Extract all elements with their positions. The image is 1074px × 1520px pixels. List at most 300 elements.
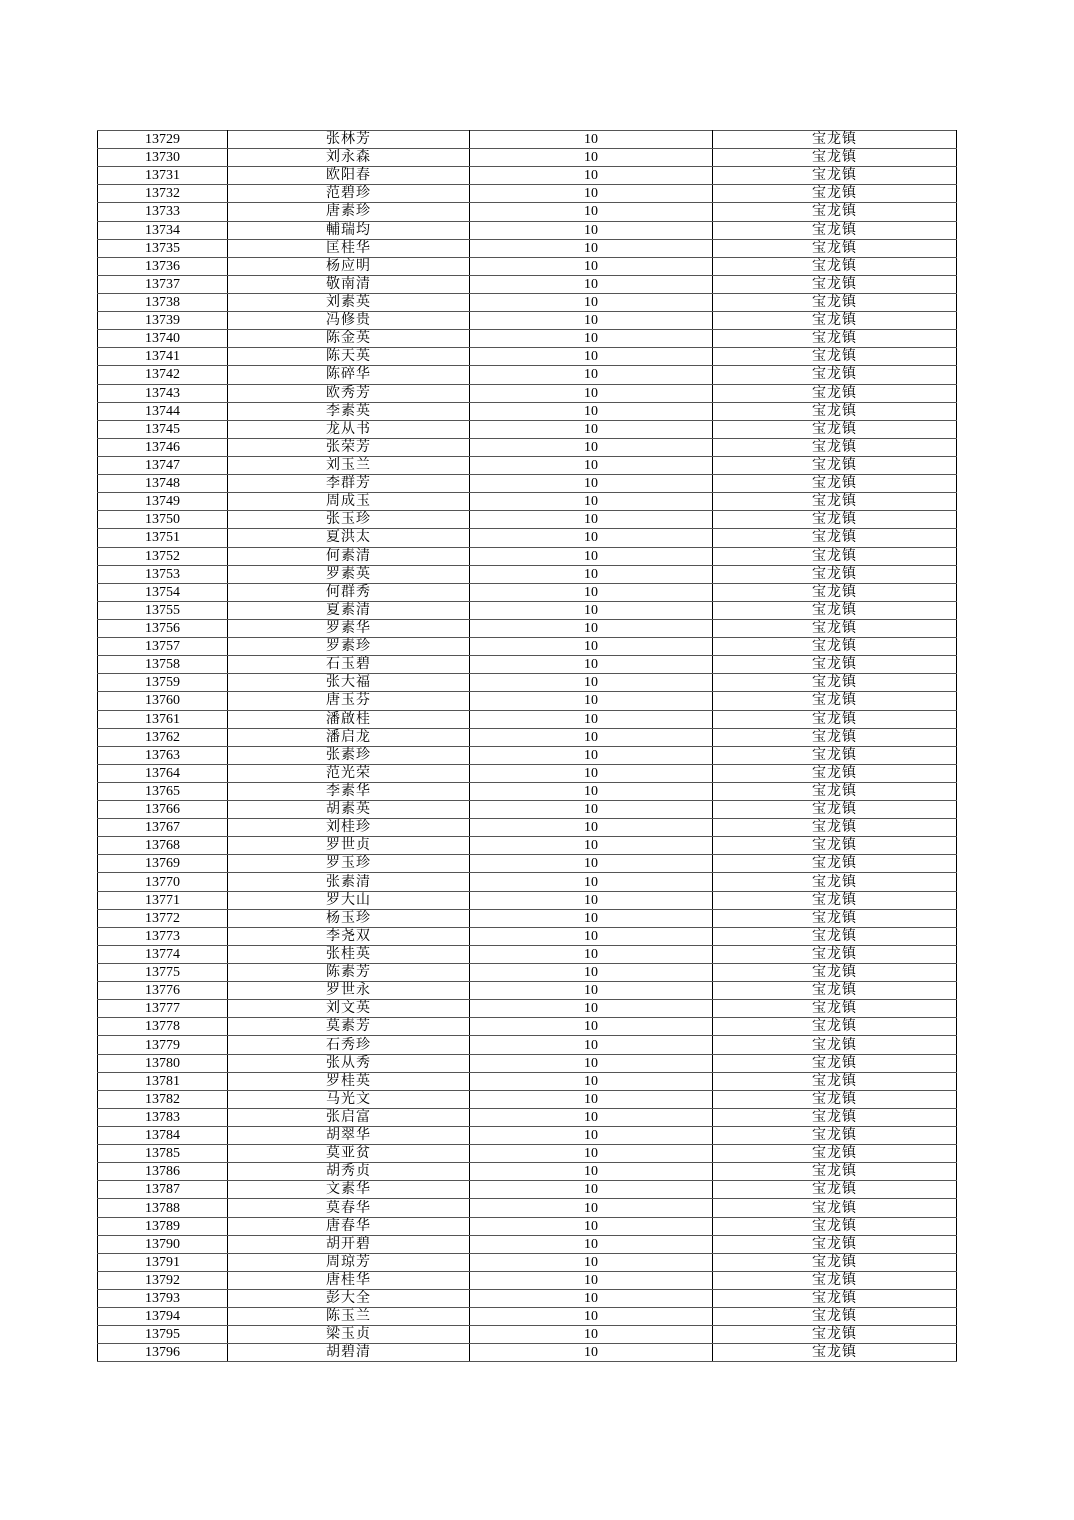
name-cell: 范碧珍: [228, 185, 470, 203]
row-id-cell: 13796: [98, 1344, 228, 1362]
town-cell: 宝龙镇: [713, 1181, 957, 1199]
amount-cell: 10: [470, 1127, 713, 1145]
table-row: [98, 203, 957, 221]
row-id-cell: 13777: [98, 1000, 228, 1018]
table-row: [98, 837, 957, 855]
row-id-cell: 13779: [98, 1036, 228, 1054]
amount-cell: 10: [470, 656, 713, 674]
table-row: [98, 420, 957, 438]
name-cell: 张大福: [228, 674, 470, 692]
row-id-cell: 13741: [98, 348, 228, 366]
amount-cell: 10: [470, 293, 713, 311]
amount-cell: 10: [470, 402, 713, 420]
table-row: [98, 1036, 957, 1054]
row-id-cell: 13794: [98, 1308, 228, 1326]
row-id-cell: 13792: [98, 1271, 228, 1289]
town-cell: 宝龙镇: [713, 855, 957, 873]
name-cell: 李素英: [228, 402, 470, 420]
name-cell: 陈天英: [228, 348, 470, 366]
name-cell: 马光文: [228, 1090, 470, 1108]
row-id-cell: 13729: [98, 131, 228, 149]
row-id-cell: 13764: [98, 764, 228, 782]
table-row: [98, 1072, 957, 1090]
town-cell: 宝龙镇: [713, 257, 957, 275]
row-id-cell: 13761: [98, 710, 228, 728]
row-id-cell: 13769: [98, 855, 228, 873]
table-row: [98, 131, 957, 149]
town-cell: 宝龙镇: [713, 149, 957, 167]
town-cell: 宝龙镇: [713, 746, 957, 764]
amount-cell: 10: [470, 710, 713, 728]
amount-cell: 10: [470, 1199, 713, 1217]
row-id-cell: 13736: [98, 257, 228, 275]
amount-cell: 10: [470, 203, 713, 221]
name-cell: 刘素英: [228, 293, 470, 311]
table-row: [98, 638, 957, 656]
name-cell: 唐素珍: [228, 203, 470, 221]
town-cell: 宝龙镇: [713, 565, 957, 583]
name-cell: 潘启龙: [228, 728, 470, 746]
table-row: [98, 239, 957, 257]
town-cell: 宝龙镇: [713, 1036, 957, 1054]
row-id-cell: 13790: [98, 1235, 228, 1253]
table-row: [98, 1018, 957, 1036]
row-id-cell: 13752: [98, 547, 228, 565]
name-cell: 彭大全: [228, 1290, 470, 1308]
amount-cell: 10: [470, 674, 713, 692]
amount-cell: 10: [470, 384, 713, 402]
table-row: [98, 855, 957, 873]
town-cell: 宝龙镇: [713, 1072, 957, 1090]
row-id-cell: 13742: [98, 366, 228, 384]
amount-cell: 10: [470, 366, 713, 384]
name-cell: 罗桂英: [228, 1072, 470, 1090]
town-cell: 宝龙镇: [713, 873, 957, 891]
amount-cell: 10: [470, 927, 713, 945]
amount-cell: 10: [470, 1217, 713, 1235]
amount-cell: 10: [470, 547, 713, 565]
amount-cell: 10: [470, 1108, 713, 1126]
row-id-cell: 13770: [98, 873, 228, 891]
table-row: [98, 909, 957, 927]
table-row: [98, 873, 957, 891]
name-cell: 张素珍: [228, 746, 470, 764]
row-id-cell: 13759: [98, 674, 228, 692]
town-cell: 宝龙镇: [713, 402, 957, 420]
town-cell: 宝龙镇: [713, 167, 957, 185]
town-cell: 宝龙镇: [713, 1253, 957, 1271]
table-row: [98, 475, 957, 493]
name-cell: 莫春华: [228, 1199, 470, 1217]
table-row: [98, 674, 957, 692]
row-id-cell: 13738: [98, 293, 228, 311]
name-cell: 冯修贵: [228, 312, 470, 330]
amount-cell: 10: [470, 1090, 713, 1108]
name-cell: 罗大山: [228, 891, 470, 909]
name-cell: 张桂英: [228, 945, 470, 963]
table-row: [98, 1308, 957, 1326]
amount-cell: 10: [470, 456, 713, 474]
row-id-cell: 13762: [98, 728, 228, 746]
row-id-cell: 13768: [98, 837, 228, 855]
town-cell: 宝龙镇: [713, 945, 957, 963]
amount-cell: 10: [470, 348, 713, 366]
row-id-cell: 13737: [98, 275, 228, 293]
row-id-cell: 13739: [98, 312, 228, 330]
table-row: [98, 547, 957, 565]
table-row: [98, 982, 957, 1000]
name-cell: 唐春华: [228, 1217, 470, 1235]
row-id-cell: 13775: [98, 964, 228, 982]
amount-cell: 10: [470, 1308, 713, 1326]
row-id-cell: 13780: [98, 1054, 228, 1072]
table-row: [98, 1253, 957, 1271]
row-id-cell: 13774: [98, 945, 228, 963]
name-cell: 欧秀芳: [228, 384, 470, 402]
town-cell: 宝龙镇: [713, 782, 957, 800]
amount-cell: 10: [470, 529, 713, 547]
name-cell: 张玉珍: [228, 511, 470, 529]
table-row: [98, 764, 957, 782]
town-cell: 宝龙镇: [713, 837, 957, 855]
table-row: [98, 964, 957, 982]
row-id-cell: 13791: [98, 1253, 228, 1271]
amount-cell: 10: [470, 149, 713, 167]
table-row: [98, 167, 957, 185]
row-id-cell: 13731: [98, 167, 228, 185]
amount-cell: 10: [470, 1344, 713, 1362]
table-row: [98, 565, 957, 583]
name-cell: 罗素英: [228, 565, 470, 583]
amount-cell: 10: [470, 438, 713, 456]
town-cell: 宝龙镇: [713, 384, 957, 402]
name-cell: 周成玉: [228, 493, 470, 511]
name-cell: 唐玉芬: [228, 692, 470, 710]
table-row: [98, 1235, 957, 1253]
row-id-cell: 13735: [98, 239, 228, 257]
table-row: [98, 1108, 957, 1126]
table-row: [98, 257, 957, 275]
name-cell: 龙从书: [228, 420, 470, 438]
town-cell: 宝龙镇: [713, 221, 957, 239]
name-cell: 胡秀贞: [228, 1163, 470, 1181]
table-row: [98, 1163, 957, 1181]
name-cell: 夏素清: [228, 601, 470, 619]
table-row: [98, 819, 957, 837]
table-row: [98, 1181, 957, 1199]
town-cell: 宝龙镇: [713, 529, 957, 547]
amount-cell: 10: [470, 493, 713, 511]
town-cell: 宝龙镇: [713, 475, 957, 493]
town-cell: 宝龙镇: [713, 764, 957, 782]
amount-cell: 10: [470, 692, 713, 710]
amount-cell: 10: [470, 1290, 713, 1308]
name-cell: 张林芳: [228, 131, 470, 149]
town-cell: 宝龙镇: [713, 982, 957, 1000]
amount-cell: 10: [470, 185, 713, 203]
town-cell: 宝龙镇: [713, 547, 957, 565]
town-cell: 宝龙镇: [713, 619, 957, 637]
name-cell: 罗世贞: [228, 837, 470, 855]
table-row: [98, 728, 957, 746]
row-id-cell: 13751: [98, 529, 228, 547]
amount-cell: 10: [470, 275, 713, 293]
table-row: [98, 1199, 957, 1217]
row-id-cell: 13733: [98, 203, 228, 221]
town-cell: 宝龙镇: [713, 203, 957, 221]
town-cell: 宝龙镇: [713, 891, 957, 909]
table-row: [98, 1000, 957, 1018]
amount-cell: 10: [470, 221, 713, 239]
amount-cell: 10: [470, 257, 713, 275]
table-row: [98, 619, 957, 637]
table-row: [98, 456, 957, 474]
row-id-cell: 13766: [98, 801, 228, 819]
roster-table: [97, 130, 957, 1362]
table-row: [98, 402, 957, 420]
name-cell: 胡开碧: [228, 1235, 470, 1253]
row-id-cell: 13750: [98, 511, 228, 529]
table-row: [98, 293, 957, 311]
amount-cell: 10: [470, 312, 713, 330]
name-cell: 李群芳: [228, 475, 470, 493]
name-cell: 张从秀: [228, 1054, 470, 1072]
amount-cell: 10: [470, 1253, 713, 1271]
name-cell: 杨应明: [228, 257, 470, 275]
table-row: [98, 656, 957, 674]
table-row: [98, 330, 957, 348]
table-row: [98, 312, 957, 330]
town-cell: 宝龙镇: [713, 1217, 957, 1235]
name-cell: 范光荣: [228, 764, 470, 782]
amount-cell: 10: [470, 330, 713, 348]
row-id-cell: 13730: [98, 149, 228, 167]
name-cell: 罗世永: [228, 982, 470, 1000]
table-row: [98, 601, 957, 619]
table-row: [98, 438, 957, 456]
name-cell: 罗玉珍: [228, 855, 470, 873]
row-id-cell: 13745: [98, 420, 228, 438]
town-cell: 宝龙镇: [713, 909, 957, 927]
row-id-cell: 13776: [98, 982, 228, 1000]
town-cell: 宝龙镇: [713, 601, 957, 619]
table-row: [98, 1344, 957, 1362]
town-cell: 宝龙镇: [713, 348, 957, 366]
name-cell: 刘永森: [228, 149, 470, 167]
name-cell: 莫亚贫: [228, 1145, 470, 1163]
row-id-cell: 13771: [98, 891, 228, 909]
town-cell: 宝龙镇: [713, 964, 957, 982]
town-cell: 宝龙镇: [713, 1127, 957, 1145]
name-cell: 敬南清: [228, 275, 470, 293]
town-cell: 宝龙镇: [713, 1271, 957, 1289]
amount-cell: 10: [470, 167, 713, 185]
amount-cell: 10: [470, 131, 713, 149]
town-cell: 宝龙镇: [713, 1018, 957, 1036]
row-id-cell: 13744: [98, 402, 228, 420]
name-cell: 欧阳春: [228, 167, 470, 185]
name-cell: 杨玉珍: [228, 909, 470, 927]
name-cell: 胡素英: [228, 801, 470, 819]
amount-cell: 10: [470, 945, 713, 963]
amount-cell: 10: [470, 855, 713, 873]
amount-cell: 10: [470, 511, 713, 529]
amount-cell: 10: [470, 801, 713, 819]
name-cell: 何群秀: [228, 583, 470, 601]
row-id-cell: 13789: [98, 1217, 228, 1235]
town-cell: 宝龙镇: [713, 927, 957, 945]
table-row: [98, 746, 957, 764]
table-row: [98, 583, 957, 601]
name-cell: 陈素芳: [228, 964, 470, 982]
town-cell: 宝龙镇: [713, 1199, 957, 1217]
amount-cell: 10: [470, 1271, 713, 1289]
amount-cell: 10: [470, 583, 713, 601]
row-id-cell: 13788: [98, 1199, 228, 1217]
town-cell: 宝龙镇: [713, 312, 957, 330]
row-id-cell: 13757: [98, 638, 228, 656]
amount-cell: 10: [470, 1181, 713, 1199]
amount-cell: 10: [470, 782, 713, 800]
table-row: [98, 149, 957, 167]
town-cell: 宝龙镇: [713, 638, 957, 656]
town-cell: 宝龙镇: [713, 275, 957, 293]
table-row: [98, 927, 957, 945]
name-cell: 夏洪太: [228, 529, 470, 547]
name-cell: 陈金英: [228, 330, 470, 348]
amount-cell: 10: [470, 565, 713, 583]
table-row: [98, 891, 957, 909]
amount-cell: 10: [470, 1036, 713, 1054]
table-row: [98, 185, 957, 203]
table-row: [98, 1127, 957, 1145]
row-id-cell: 13784: [98, 1127, 228, 1145]
row-id-cell: 13758: [98, 656, 228, 674]
name-cell: 刘文英: [228, 1000, 470, 1018]
amount-cell: 10: [470, 764, 713, 782]
town-cell: 宝龙镇: [713, 1163, 957, 1181]
row-id-cell: 13767: [98, 819, 228, 837]
town-cell: 宝龙镇: [713, 1235, 957, 1253]
town-cell: 宝龙镇: [713, 819, 957, 837]
name-cell: 刘桂珍: [228, 819, 470, 837]
name-cell: 胡翠华: [228, 1127, 470, 1145]
town-cell: 宝龙镇: [713, 656, 957, 674]
table-row: [98, 1290, 957, 1308]
town-cell: 宝龙镇: [713, 330, 957, 348]
table-row: [98, 493, 957, 511]
row-id-cell: 13743: [98, 384, 228, 402]
name-cell: 胡碧清: [228, 1344, 470, 1362]
amount-cell: 10: [470, 728, 713, 746]
row-id-cell: 13786: [98, 1163, 228, 1181]
table-row: [98, 1090, 957, 1108]
amount-cell: 10: [470, 837, 713, 855]
name-cell: 石秀珍: [228, 1036, 470, 1054]
table-row: [98, 366, 957, 384]
town-cell: 宝龙镇: [713, 131, 957, 149]
amount-cell: 10: [470, 420, 713, 438]
row-id-cell: 13756: [98, 619, 228, 637]
town-cell: 宝龙镇: [713, 511, 957, 529]
row-id-cell: 13765: [98, 782, 228, 800]
town-cell: 宝龙镇: [713, 293, 957, 311]
name-cell: 匡桂华: [228, 239, 470, 257]
table-row: [98, 384, 957, 402]
row-id-cell: 13753: [98, 565, 228, 583]
row-id-cell: 13732: [98, 185, 228, 203]
row-id-cell: 13747: [98, 456, 228, 474]
name-cell: 陈玉兰: [228, 1308, 470, 1326]
table-row: [98, 529, 957, 547]
row-id-cell: 13763: [98, 746, 228, 764]
town-cell: 宝龙镇: [713, 1108, 957, 1126]
town-cell: 宝龙镇: [713, 674, 957, 692]
amount-cell: 10: [470, 1326, 713, 1344]
amount-cell: 10: [470, 1145, 713, 1163]
table-row: [98, 221, 957, 239]
name-cell: 李素华: [228, 782, 470, 800]
name-cell: 石玉碧: [228, 656, 470, 674]
amount-cell: 10: [470, 638, 713, 656]
row-id-cell: 13773: [98, 927, 228, 945]
row-id-cell: 13781: [98, 1072, 228, 1090]
table-row: [98, 945, 957, 963]
amount-cell: 10: [470, 891, 713, 909]
table-row: [98, 1145, 957, 1163]
row-id-cell: 13734: [98, 221, 228, 239]
amount-cell: 10: [470, 1000, 713, 1018]
town-cell: 宝龙镇: [713, 1090, 957, 1108]
name-cell: 輔瑞均: [228, 221, 470, 239]
row-id-cell: 13755: [98, 601, 228, 619]
amount-cell: 10: [470, 1018, 713, 1036]
amount-cell: 10: [470, 982, 713, 1000]
roster-table-body: [98, 131, 957, 1362]
table-row: [98, 348, 957, 366]
table-row: [98, 511, 957, 529]
row-id-cell: 13772: [98, 909, 228, 927]
name-cell: 何素清: [228, 547, 470, 565]
row-id-cell: 13746: [98, 438, 228, 456]
amount-cell: 10: [470, 746, 713, 764]
town-cell: 宝龙镇: [713, 1054, 957, 1072]
amount-cell: 10: [470, 239, 713, 257]
name-cell: 李尧双: [228, 927, 470, 945]
town-cell: 宝龙镇: [713, 1344, 957, 1362]
table-row: [98, 1326, 957, 1344]
amount-cell: 10: [470, 873, 713, 891]
row-id-cell: 13787: [98, 1181, 228, 1199]
table-row: [98, 1054, 957, 1072]
town-cell: 宝龙镇: [713, 1290, 957, 1308]
row-id-cell: 13749: [98, 493, 228, 511]
name-cell: 文素华: [228, 1181, 470, 1199]
table-row: [98, 275, 957, 293]
amount-cell: 10: [470, 475, 713, 493]
town-cell: 宝龙镇: [713, 583, 957, 601]
town-cell: 宝龙镇: [713, 420, 957, 438]
town-cell: 宝龙镇: [713, 710, 957, 728]
row-id-cell: 13793: [98, 1290, 228, 1308]
row-id-cell: 13760: [98, 692, 228, 710]
town-cell: 宝龙镇: [713, 456, 957, 474]
amount-cell: 10: [470, 619, 713, 637]
name-cell: 周琼芳: [228, 1253, 470, 1271]
table-row: [98, 692, 957, 710]
name-cell: 罗素华: [228, 619, 470, 637]
table-row: [98, 710, 957, 728]
